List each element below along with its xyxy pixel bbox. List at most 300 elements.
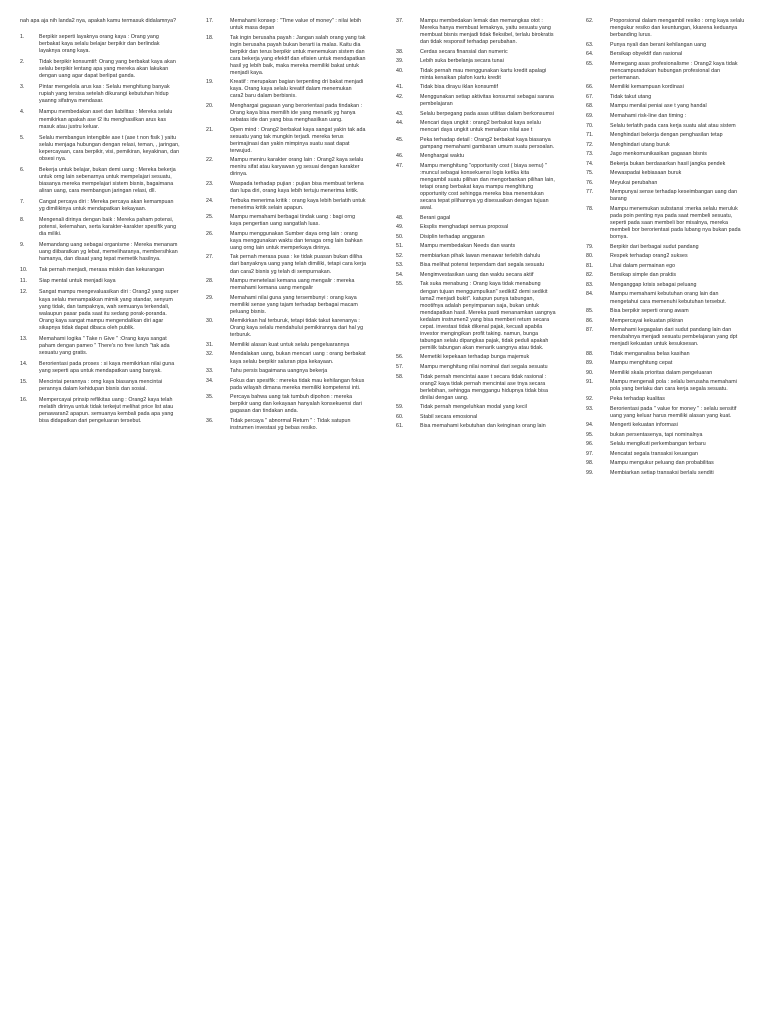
item-number: 42. [396, 93, 404, 100]
item-number: 2. [20, 59, 25, 66]
list-item [586, 441, 748, 448]
item-text: Berorientasi pada " value for money " : selalu sensitif uang yang keluar harus memiliki alasan yang kuat. [610, 405, 737, 419]
item-text: Mendalakan uang, bukan mencari uang : orang berbakat kaya selalu berpikir saluran pipa kekayaan. [230, 351, 366, 365]
item-number: 77. [586, 189, 594, 196]
item-number: 47. [396, 162, 404, 169]
list-item [206, 278, 366, 292]
item-number: 9. [20, 242, 25, 249]
item-number: 59. [396, 404, 404, 411]
list-item [586, 351, 748, 358]
item-number: 96. [586, 441, 594, 448]
item-number: 22. [206, 157, 214, 164]
item-text: Disiplin terhadap anggaran [420, 233, 485, 240]
item-number: 56. [396, 354, 404, 361]
item-text: Mampu memahami kebutuhan orang lain dan mengetahui cara memenuhi kebutuhan tersebut. [610, 291, 727, 305]
item-text: Punya nyali dan berani kehilangan uang [610, 41, 707, 48]
list-item [586, 291, 748, 305]
list-item [586, 379, 748, 393]
item-text: Berani gagal [420, 214, 451, 221]
item-text: Memandang uang sebagai organisme : Mereka menanam uang diibaratkan yg lebat, memeliharanya, membersihkan hamanya, dan disaat yang tepat memetik hasilnya. [39, 242, 178, 263]
item-text: Berpikir dari berbagai sudut pandang [610, 243, 699, 250]
list-item [586, 451, 748, 458]
list-item [206, 79, 366, 100]
list-item [20, 84, 180, 105]
column-1 [20, 18, 180, 429]
item-number: 57. [396, 363, 404, 370]
item-text: Cerdas secara finansial dan numeric [420, 48, 508, 55]
numbered-list [206, 18, 366, 432]
item-number: 11. [20, 278, 28, 285]
item-text: Mampu menemukan substansi :merka selalu meruluk pada poin penting nya pada saat membeli sesuatu, seperti pada saan membeli bor misalnya, mereka membeli bor berorientasi pada lubang nya bukan pada bornya. [610, 205, 741, 241]
list-item [206, 351, 366, 365]
list-item [396, 163, 556, 212]
item-number: 80. [586, 253, 594, 260]
list-item [586, 327, 748, 348]
item-number: 98. [586, 460, 594, 467]
item-number: 12. [20, 289, 28, 296]
item-number: 92. [586, 396, 594, 403]
item-number: 74. [586, 160, 594, 167]
item-number: 7. [20, 198, 25, 205]
item-text: Mampu mengenali pola : selalu berusaha memahami pola yang berlaku dan cara kerja segala sesuatu. [610, 379, 737, 393]
item-text: Mampu menetelasi kemana uang mengalir : mereka memahami kemana uang mengalir [230, 278, 355, 292]
item-number: 81. [586, 262, 594, 269]
item-text: Lebih suka berbelanja secara tunai [420, 58, 504, 65]
column-4 [586, 18, 748, 479]
list-item [586, 42, 748, 49]
item-text: Tidak percaya " abnormal Return " : Tidak satupun instrumen investasi yg bebas resiko. [230, 417, 351, 431]
item-text: Tidak pernah mau menggunakan kartu kredit apalagi minta kenaikan plafon kartu kredit [420, 67, 547, 81]
list-item [20, 289, 180, 331]
item-number: 46. [396, 153, 404, 160]
item-text: Tidak takut utang [610, 93, 652, 100]
item-text: Mampu menghitung "opportunity cost ( biaya semu) " :muncul sebagai konsekuensi logis ketika kita mengambil suatu pilihan dan mengorbankan pilihan lain, tetapi orang berbakat kaya mampu menghitung opportunity cost sehingga mereka bisa menentukan secara tepat pilihannya yg disesuaikan dengan tujuan awal. [420, 162, 555, 212]
item-number: 15. [20, 378, 28, 385]
item-text: Peka terhadap kualitas [610, 396, 665, 403]
item-number: 39. [396, 58, 404, 65]
numbered-list [586, 18, 748, 477]
list-item [20, 109, 180, 130]
item-text: Open mind : Orang2 berbakat kaya sangat yakin tak ada sesuatu yang tak mungkin terjadi. mereka terus berimajinasi dan yakin mimpinya suatu saat dapat terwujud. [230, 126, 366, 154]
item-number: 70. [586, 122, 594, 129]
list-item [586, 113, 748, 120]
item-text: Mempunyai sense terhadap keseimbangan uang dan barang [610, 189, 738, 203]
item-number: 67. [586, 93, 594, 100]
item-number: 48. [396, 214, 404, 221]
list-item [586, 396, 748, 403]
item-text: Mampu memahami berbagai tindak uang : bagi orng kaya pengertian uang sangatlah luas. [230, 214, 356, 228]
item-number: 31. [206, 341, 214, 348]
item-text: Tidak berpikir konsumtif: Orang yang berbakat kaya akan selalu berpikir lentang apa yang mereka akan lakukan dengan uang agar dapat berlipat ganda. [39, 59, 176, 80]
item-number: 4. [20, 109, 25, 116]
item-number: 95. [586, 431, 594, 438]
list-item [206, 18, 366, 32]
item-number: 58. [396, 373, 404, 380]
item-number: 60. [396, 413, 404, 420]
item-text: Mampu membedakan Needs dan wants [420, 243, 516, 250]
item-number: 50. [396, 233, 404, 240]
item-number: 17. [206, 18, 214, 24]
list-item [20, 278, 180, 285]
column-3 [396, 18, 556, 433]
item-text: Mewaspadai kebiasaan buruk [610, 170, 682, 177]
list-item [20, 135, 180, 163]
item-text: Bisa memahami kebutuhan dan keinginan orang lain [420, 423, 546, 430]
list-item [586, 142, 748, 149]
item-text: Memiliki alasan kuat untuk selalu pengeluarannya [230, 341, 350, 348]
list-item [206, 295, 366, 316]
item-number: 63. [586, 41, 594, 48]
list-item [206, 35, 366, 77]
item-number: 49. [396, 224, 404, 231]
list-item [206, 231, 366, 252]
list-item [586, 244, 748, 251]
list-item [586, 282, 748, 289]
list-item [206, 127, 366, 155]
item-text: Menganggap krisis sebagai peluang [610, 281, 697, 288]
list-item [396, 58, 556, 65]
item-number: 84. [586, 291, 594, 298]
item-text: Tidak pernah mencintai aase t secara tidak rasional : orang2 kaya tidak pernah mencintai ase tnya secara berlebihan, sehingga menggangu hidupnya tidak bisa dinilai dengan uang. [420, 373, 548, 401]
item-text: Menghargai gagasan yang berorientasi pada tindakan : Orang kaya bisa memilih ide yang menarik yg hanya sebatas ide dan yang bisa menghasilkan uang. [230, 103, 363, 124]
item-number: 44. [396, 120, 404, 127]
list-item [586, 308, 748, 315]
list-item [20, 199, 180, 213]
item-text: Tak suka menabung : Orang kaya tidak menabung dengan tujuan menggumpulkan" sedikit2 demi sedikit lama2 menjadi bukit". katupun punya tabungan, mootifnya adalah penyimpanan saja, bukan untuk mendapatkan hasil. Mereka pasti menanamkan uangnya kedalam instrumen2 yang bisa memberi return secara cepat. investasi tidak dikenal pajak, kecuali apabila investor mengingikan profit taking. namun, bunga tabungan selalu dipangkas pajak, tidak peduli apakah pemilik tabungan akan menarik uangnya atau tidak. [420, 281, 556, 351]
item-number: 37. [396, 18, 404, 24]
item-text: Fokus dan spesifik : mereka tidak mau kehilangan fokus pada wilayah dimana mereka memiliki kompetensi inti. [230, 377, 365, 391]
item-number: 1. [20, 34, 25, 41]
item-number: 41. [396, 84, 404, 91]
item-text: Pintar mengelola arus kas : Selalu menghitung banyak rupiah yang tersisa setelah dikurangi kebutuhan hidup yaanng sifatnya mendasar. [39, 84, 170, 105]
item-number: 28. [206, 278, 214, 285]
item-number: 14. [20, 360, 28, 367]
item-number: 25. [206, 214, 214, 221]
list-item [396, 281, 556, 351]
item-number: 89. [586, 360, 594, 367]
item-number: 32. [206, 351, 214, 358]
item-number: 38. [396, 48, 404, 55]
item-text: Memegang asas profesionalisme : Orang2 kaya tidak mencampuradukan hubungan profesional dan pertemanan. [610, 60, 738, 81]
list-item [396, 68, 556, 82]
list-item [206, 103, 366, 124]
item-number: 78. [586, 205, 594, 212]
list-item [586, 61, 748, 82]
item-text: Berorientasi pada proses : si kaya memikirkan nilai guna yang seperti apa untuk mendapatkan uang banyak. [39, 360, 175, 374]
item-text: Selalu berpegang pada asas utilitas dalam berkonsumsi [420, 110, 554, 117]
item-text: Mampu membedakan lemak dan memangkas otot : Mereka hanya membuat lemaknya, yaitu sesuatu yang membuat bisnis menjadi tidak fleksibel, terlalu birokratis dan tidak responsif terhadap perubahan. [420, 18, 554, 46]
item-text: Selalu terlatih pada cara kerja suatu alat atau sistem [610, 122, 736, 129]
list-item [20, 217, 180, 238]
list-item [396, 354, 556, 361]
intro-text: nah apa aja nih landa2 nya, apakah kamu termasuk didalamnya? [20, 18, 177, 24]
item-number: 16. [20, 397, 28, 404]
item-number: 75. [586, 170, 594, 177]
item-number: 68. [586, 103, 594, 110]
list-item [586, 103, 748, 110]
item-number: 6. [20, 166, 25, 173]
item-text: Percaya bahwa uang tak tumbuh dipohon : mereka berpikir uang dan kekayaan hanyalah konsekuensi dari gagasan dan tindakan anda. [230, 394, 362, 415]
item-number: 87. [586, 327, 594, 334]
list-item [396, 224, 556, 231]
list-item [586, 370, 748, 377]
item-text: Mencatat segala transaksi keuangan [610, 450, 698, 457]
item-number: 13. [20, 335, 28, 342]
item-text: Jago menkomunikasikan gagasan bisnis [610, 151, 707, 158]
list-item [396, 111, 556, 118]
item-text: Stabil secara emosional [420, 413, 478, 420]
item-number: 99. [586, 469, 594, 476]
item-text: Berpikir seperti layaknya orang kaya : Orang yang berbakat kaya selalu belajar berpikir dan berlindak layaknya orang kaya. [39, 34, 160, 55]
item-text: Mampu meniru karakter orang lain : Orang2 kaya selalu meniru sifat atau karyawan yg sesuai dengan karakter dirinya. [230, 157, 364, 178]
item-text: Bisa berpikir seperti orang awam [610, 308, 689, 315]
list-item [586, 460, 748, 467]
item-number: 29. [206, 294, 214, 301]
item-number: 83. [586, 281, 594, 288]
item-number: 94. [586, 422, 594, 429]
list-item [586, 263, 748, 270]
list-item [396, 253, 556, 260]
item-text: Tak pernah menjadi, merasa miskin dan kekurangan [39, 267, 165, 274]
item-number: 69. [586, 113, 594, 120]
item-number: 24. [206, 197, 214, 204]
list-item [396, 49, 556, 56]
list-item [586, 180, 748, 187]
list-item [206, 342, 366, 349]
list-item [206, 254, 366, 275]
item-text: Memetiki kepekaan terhadap bunga majemuk [420, 354, 530, 361]
item-number: 26. [206, 230, 214, 237]
item-text: Mempercayai kekuatan pikiran [610, 317, 684, 324]
list-item [20, 34, 180, 55]
list-item [206, 378, 366, 392]
item-text: Bersikap obyektif dan rasional [610, 51, 683, 58]
list-item [586, 406, 748, 420]
item-number: 8. [20, 217, 25, 224]
item-number: 51. [396, 243, 404, 250]
item-text: Mengimvestasikan uang dan waktu secara aktif [420, 271, 534, 278]
list-item [20, 242, 180, 263]
item-number: 86. [586, 317, 594, 324]
item-text: bukan persentasenya, tapi nominalnya [610, 431, 703, 438]
item-text: Memahami nilai guna yang tersembunyi : orang kaya memiliki sense yang tajam terhadap berbagai macam peluang bisnis. [230, 294, 358, 315]
item-number: 97. [586, 450, 594, 457]
list-item [586, 360, 748, 367]
item-text: Memikirkan hal terburuk, tetapi tidak takut karenanya : Orang kaya selalu mendahului pemikirannya dari hal yg terburuk. [230, 318, 364, 339]
item-number: 5. [20, 134, 25, 141]
list-item [396, 374, 556, 402]
list-item [396, 215, 556, 222]
item-number: 61. [396, 423, 404, 430]
list-item [396, 404, 556, 411]
list-item [586, 318, 748, 325]
item-number: 3. [20, 84, 25, 91]
item-text: Lihai dalam permainan ego [610, 262, 676, 269]
item-text: Tidak bisa dirayu iklan konsumtif [420, 84, 498, 91]
item-text: Mengerti kekuatan informasi [610, 422, 678, 429]
list-item [396, 84, 556, 91]
item-number: 19. [206, 79, 214, 86]
list-item [586, 432, 748, 439]
item-number: 65. [586, 60, 594, 67]
item-number: 33. [206, 368, 214, 375]
item-number: 88. [586, 350, 594, 357]
list-item [20, 267, 180, 274]
list-item [586, 422, 748, 429]
list-item [206, 181, 366, 195]
list-item [396, 153, 556, 160]
list-item [586, 132, 748, 139]
item-text: Bekerja bukan berdasarkan hasil jangka pendek [610, 160, 726, 167]
item-number: 82. [586, 272, 594, 279]
list-item [396, 234, 556, 241]
item-text: Mampu menggunakan Sumber daya orng lain : orang kaya menggunakan waktu dan tenaga orng lain bahkan uang orng lain untuk memperkaya dirinya. [230, 230, 363, 251]
item-text: Terbuka menerima kritik : orang kaya lebih berlatih untuk menerima kritik selain apapun. [230, 197, 366, 211]
list-item [586, 123, 748, 130]
list-item [396, 364, 556, 371]
numbered-list [20, 34, 180, 425]
item-text: Respek terhadap orang2 sukses [610, 253, 688, 260]
item-text: Tidak pernah mengeluhkan modal yang kecil [420, 404, 527, 411]
item-text: Peka terhadap detail : Orang2 berbakat kaya biasanya gampang memahami gambaran umum suatu persoalan. [420, 136, 555, 150]
item-number: 66. [586, 84, 594, 91]
item-number: 43. [396, 110, 404, 117]
item-number: 93. [586, 405, 594, 412]
item-number: 91. [586, 379, 594, 386]
item-number: 79. [586, 243, 594, 250]
item-text: Bekerja untuk belajar, bukan demi uang : Mereka bekerja untuk orng lain sebenarnya untuk mempelajari sesuatu, biasanya mereka mempelajari sistem bisnis, bagaimana aliran uang, cara membangun jaringan relasi, dll. [39, 166, 176, 194]
item-number: 10. [20, 267, 28, 274]
item-text: Selalu membangun intengible ase t (ase t non fisik ) yaitu selalu menjaga hubungan dengan relasi, teman, , jaringan, kepercayaan, cara berpikir, visi, pemikiran, keyakinan, dan obsesi nya. [39, 134, 180, 162]
list-item [586, 51, 748, 58]
item-text: Siap mental untuk menjadi kaya [39, 278, 116, 285]
item-text: Mencintai perannya : orng kaya biasanya mencintai perannya dalam kehidupan bisnis dan sosial. [39, 378, 163, 393]
list-item [396, 137, 556, 151]
item-text: Tak ingin berusaha payah : Jangan salah orang yang tak ingin berusaha payah bukan berarti ia malas. Kaitu dia berpikir dan terus berpikir untuk menemukan sistem dan cara bekerja yang efektif dan efisien untuk mendapatkan hasil yg lebih baik, maka mereka memiliki bakat untuk menjadi kaya. [230, 34, 366, 76]
item-text: Sangat mampu mengevaluasikan diri : Orang2 yang super kaya selalu menampakkan mimik yang standar, senyum yang tidak, dan tampaknya, wah semuanya terkendali, walaupun pasar pada saat itu sedang porak-poranda. Orang kaya sangat mampu mengendalikan diri agar sikapnya tidak dapat dibaca oleh publik. [39, 289, 179, 331]
list-item [586, 84, 748, 91]
item-text: Bisa melihat potensi terpendam dari segala sesuatu [420, 262, 545, 269]
item-number: 23. [206, 180, 214, 187]
item-number: 52. [396, 252, 404, 259]
item-text: Mampu menghitung nilai nominal dari segala sesuatu [420, 363, 548, 370]
list-item [20, 397, 180, 425]
list-item [20, 59, 180, 80]
list-item [206, 418, 366, 432]
item-text: Memiliki skala prioritas dalam pengeluaran [610, 369, 713, 376]
item-number: 36. [206, 417, 214, 424]
list-item [586, 170, 748, 177]
list-item [206, 368, 366, 375]
item-number: 18. [206, 34, 214, 41]
item-number: 20. [206, 103, 214, 110]
item-text: Mampu menghitung cepat [610, 360, 673, 367]
item-number: 85. [586, 308, 594, 315]
item-text: Selalu mengikuti perkembangan terbaru [610, 441, 706, 448]
item-text: Kreatif : merupakan bagian terpenting dri bakat menjadi kaya. Orang kaya selalu kreatif dalam menemukan cara2 baru dalam berbisnis. [230, 79, 364, 100]
item-text: Mempercayai prinsip reflikitas uang : Orang2 kaya telah melatih dirinya untuk tidak terkejut melihat price list atau penawaran2 apapun. semuanya kembali pada apa yang bisa didapatkan dari pengeluaran tersebut. [39, 397, 174, 425]
list-item [396, 262, 556, 269]
item-text: Cangat percaya diri : Mereka percaya akan kemampuan yg dimilikinya untuk mendapatkan kekayaan. [39, 198, 174, 213]
item-number: 45. [396, 136, 404, 143]
item-text: Eksplis menghadapi semua proposal [420, 224, 509, 231]
list-item [586, 161, 748, 168]
item-text: Tahu persis bagaimana uangnya bekerja [230, 368, 328, 375]
item-text: Bersikap simple dan praktis [610, 272, 677, 279]
list-item [206, 157, 366, 178]
item-number: 62. [586, 18, 594, 24]
list-item [396, 272, 556, 279]
list-item [396, 423, 556, 430]
list-item [20, 379, 180, 393]
list-item [586, 189, 748, 203]
list-item [586, 151, 748, 158]
list-item [586, 470, 748, 477]
item-text: Memahami logika " Take n Give " :Orang kaya sangat paham dengan pameo " There's no free lunch "tak ada sesuatu yang gratis. [39, 335, 170, 356]
item-number: 76. [586, 179, 594, 186]
item-text: Memahami risk-line dan timing : [610, 113, 687, 120]
item-text: Menghindari bekerja dengan penghasilan tetap [610, 132, 723, 139]
item-number: 54. [396, 271, 404, 278]
list-item [586, 18, 748, 39]
item-text: Meyukai perubahan [610, 179, 658, 186]
item-text: Mampu menilai peniai ase t yang handal [610, 103, 707, 110]
list-item [586, 206, 748, 241]
list-item [586, 272, 748, 279]
list-item [20, 361, 180, 375]
item-text: Membiarkan setiap transaksi berlalu senditi [610, 469, 714, 476]
item-text: Tak pernah merasa puas : ke tidak puasan bukan diliha dari banyaknya uang yang telah dimiliki, tetapi cara kerja dan cara2 bisnis yg telah di sempurnakan. [230, 254, 366, 275]
item-number: 34. [206, 377, 214, 384]
list-item [396, 94, 556, 108]
item-number: 30. [206, 318, 214, 325]
item-text: Memahami konsep : "Time value of money" : nilai lebih untuk masa depan [230, 18, 362, 32]
list-item [586, 253, 748, 260]
item-text: Tidak menganalisa belas kasihan [610, 350, 690, 357]
item-number: 90. [586, 369, 594, 376]
list-item [206, 394, 366, 415]
item-text: Waspada terhadap pujian : pujian bisa membuat terlena dan lupa diri, orang kaya lebih tertuju menerima kritik. [230, 180, 364, 195]
item-text: Menghindari utang buruk [610, 141, 670, 148]
item-text: Mampu membedakan aset dan liabilitas : Mereka selalu memikirkan apakah ase t2 itu menghasilkan arus kas masuk atau justru keluar. [39, 109, 173, 130]
item-number: 64. [586, 51, 594, 58]
item-text: Mencari daya ungkit : orang2 berbakat kaya selalu mencari daya ungkit untuk menaikan nilai ase t [420, 120, 541, 134]
list-item [396, 243, 556, 250]
list-item [396, 120, 556, 134]
item-number: 35. [206, 394, 214, 401]
numbered-list [396, 18, 556, 430]
list-item [206, 214, 366, 228]
item-number: 53. [396, 262, 404, 269]
item-text: Proporsional dalam mengambil resiko : orng kaya selalu mengukur resiko dan keuntungan, kkarena keduanya berbanding lurus. [610, 18, 745, 39]
item-number: 40. [396, 67, 404, 74]
item-text: Memahami kegagalan dari sudut pandang lain dan merubahnya menjadi sesuatu pembelajaran yang dpt menjadi kekuatan untuk kesuksesan. [610, 327, 738, 348]
item-text: Mampu mengukur peluang dan probabilitas [610, 460, 714, 467]
list-item [20, 336, 180, 357]
item-text: Memiliki kemampuan kordinasi [610, 84, 684, 91]
list-item [206, 198, 366, 212]
item-text: membiarkan pihak lawan menawar terlebih dahulu [420, 252, 541, 259]
column-2 [206, 18, 366, 434]
item-text: Menggunakan setiap aktivitas konsumsi sebagai sarana pembelajaran [420, 93, 554, 107]
item-number: 21. [206, 126, 214, 133]
list-item [20, 167, 180, 195]
list-item [396, 414, 556, 421]
item-number: 55. [396, 281, 404, 288]
list-item [586, 94, 748, 101]
list-item [206, 318, 366, 339]
item-number: 27. [206, 254, 214, 261]
